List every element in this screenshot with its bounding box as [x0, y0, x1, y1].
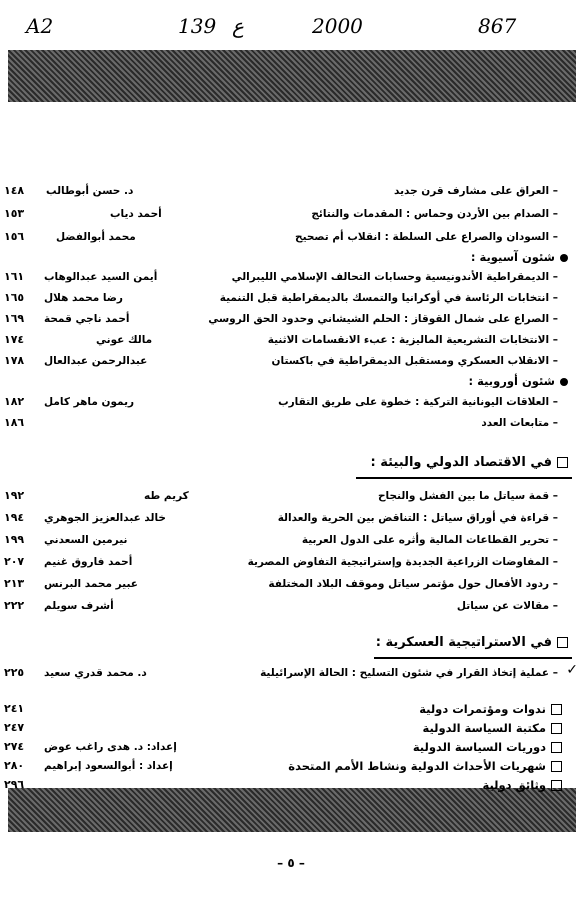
- checkbox-square-icon: [551, 723, 562, 734]
- bullet-icon: [560, 254, 568, 262]
- top-shaded-band: [8, 50, 576, 102]
- entry-title: – السودان والصراع على السلطة : انقلاب أم تصحيح: [295, 231, 558, 243]
- entry-author: مالك عوني: [96, 334, 153, 346]
- entry-title: – الصدام بين الأردن وحماس : المقدمات والنتائج: [311, 208, 558, 220]
- toc-entry: [4, 738, 576, 756]
- entry-title: – تحرير القطاعات المالية وأثره على الدول العربية: [301, 534, 558, 546]
- checkbox-square-icon: [557, 457, 568, 468]
- entry-title: دوريات السياسة الدولية: [413, 738, 562, 756]
- page-number: ٢١٣: [4, 577, 25, 590]
- page-number: ٢٧٤: [4, 740, 25, 753]
- toc-entry: [4, 531, 576, 549]
- page-number: ١٩٢: [4, 489, 25, 502]
- entry-author: أحمد فاروق غنيم: [44, 556, 133, 568]
- page-number: ١٧٨: [4, 354, 25, 367]
- toc-entry: [4, 664, 576, 682]
- page-number: ١٦٩: [4, 312, 25, 325]
- handwritten-annotations: [0, 6, 582, 46]
- hand-note-1: A2: [26, 14, 54, 38]
- page-number: ١٦٥: [4, 291, 25, 304]
- toc-entry: [4, 352, 576, 370]
- page-number: ١٧٤: [4, 333, 25, 346]
- entry-title: – الديمقراطية الأندونيسية وحسابات التحالف الإسلامي الليبرالي: [231, 271, 558, 283]
- page-number: ١٥٣: [4, 207, 25, 220]
- asian-affairs-heading: شئون آسيوية :: [471, 248, 568, 266]
- toc-entry: [4, 331, 576, 349]
- entry-title: – قمة سياتل ما بين الفشل والنجاح: [377, 490, 558, 502]
- toc-entry: [4, 268, 576, 286]
- entry-author: خالد عبدالعزيز الجوهري: [44, 512, 166, 524]
- entry-author: د. محمد قدري سعيد: [44, 667, 147, 679]
- entry-title: – العراق على مشارف قرن جديد: [394, 185, 558, 197]
- entry-author: إعداد: د. هدى راغب عوض: [44, 741, 177, 753]
- entry-author: عبير محمد البرنس: [44, 578, 138, 590]
- toc-entry: [4, 487, 576, 505]
- entry-author: د. حسن أبوطالب: [46, 185, 134, 197]
- hand-note-4: 2000: [312, 14, 363, 38]
- page-number: ٢٤٧: [4, 721, 25, 734]
- toc-entry: [4, 228, 576, 246]
- hand-note-5: 867: [478, 14, 517, 38]
- entry-title: – مقالات عن سياتل: [456, 600, 558, 612]
- bottom-shaded-band: [8, 788, 576, 832]
- toc-entry: [4, 205, 576, 223]
- entry-title: شهريات الأحداث الدولية ونشاط الأمم المتحدة: [288, 757, 562, 775]
- page-number: ٢٠٧: [4, 555, 25, 568]
- entry-author: كريم طه: [144, 490, 189, 502]
- page-number: ١٩٩: [4, 533, 25, 546]
- toc-entry: [4, 700, 576, 718]
- toc-entry: [4, 719, 576, 737]
- entry-title: – ردود الأفعال حول مؤتمر سياتل وموقف البلاد المختلفة: [268, 578, 558, 590]
- entry-title: – الصراع على شمال القوقاز : الحلم الشيشاني وحدود الحق الروسي: [208, 313, 558, 325]
- toc-entry: [4, 553, 576, 571]
- entry-title: – الانتخابات التشريعية الماليزية : عبء الانقسامات الاثنية: [267, 334, 558, 346]
- page-number: ١٥٦: [4, 230, 25, 243]
- hand-note-2: 139: [178, 14, 217, 38]
- toc-entry: [4, 182, 576, 200]
- page-number: ٢٢٥: [4, 666, 25, 679]
- toc-entry: [4, 597, 576, 615]
- entry-author: عبدالرحمن عبدالعال: [44, 355, 148, 367]
- page-number: ١٦١: [4, 270, 25, 283]
- pen-check-mark: ✓: [566, 662, 578, 678]
- checkbox-square-icon: [557, 637, 568, 648]
- toc-entry: [4, 757, 576, 775]
- toc-entry: [4, 575, 576, 593]
- hand-note-3: ع: [232, 14, 244, 38]
- entry-title: ندوات ومؤتمرات دولية: [419, 700, 562, 718]
- entry-title: – قراءة في أوراق سياتل : التناقض بين الحرية والعدالة: [277, 512, 558, 524]
- entry-title: مكتبة السياسة الدولية: [423, 719, 562, 737]
- bullet-icon: [560, 378, 568, 386]
- page-footer-number: – ٥ –: [277, 856, 305, 870]
- entry-author: رضا محمد هلال: [44, 292, 123, 304]
- entry-author: أحمد ناجي قمحة: [44, 313, 130, 325]
- toc-entry: [4, 310, 576, 328]
- entry-title: – الانقلاب العسكري ومستقبل الديمقراطية في باكستان: [271, 355, 558, 367]
- entry-author: أيمن السيد عبدالوهاب: [44, 271, 158, 283]
- entry-title: وثائق دولية: [482, 776, 562, 794]
- entry-title: – عملية إتخاذ القرار في شئون التسليح : الحالة الإسرائيلية: [260, 667, 558, 679]
- entry-author: إعداد : أبوالسعود إبراهيم: [44, 760, 173, 772]
- page-number: ٢٢٢: [4, 599, 25, 612]
- european-affairs-heading: شئون أوروبية :: [469, 372, 568, 390]
- entry-title: – انتخابات الرئاسة في أوكرانيا والتمسك بالديمقراطية قبل التنمية: [219, 292, 558, 304]
- military-strategy-heading: في الاستراتيجية العسكرية :: [376, 632, 568, 654]
- checkbox-square-icon: [551, 742, 562, 753]
- section-underline: [374, 657, 572, 659]
- entry-title: – العلاقات اليونانية التركية : خطوة على طريق التقارب: [278, 396, 558, 408]
- page-number: ٢٤١: [4, 702, 25, 715]
- toc-entry: [4, 414, 576, 432]
- section-underline: [356, 477, 572, 479]
- entry-title: – المفاوضات الزراعية الجديدة وإستراتيجية التفاوض المصرية: [247, 556, 558, 568]
- page-number: ١٩٤: [4, 511, 25, 524]
- entry-author: نيرمين السعدني: [44, 534, 128, 546]
- page-number: ٢٩٦: [4, 778, 25, 791]
- toc-entry: [4, 776, 576, 794]
- checkbox-square-icon: [551, 761, 562, 772]
- page-number: ٢٨٠: [4, 759, 25, 772]
- entry-author: أحمد دياب: [110, 208, 162, 220]
- checkbox-square-icon: [551, 704, 562, 715]
- toc-entry: [4, 509, 576, 527]
- toc-entry: [4, 289, 576, 307]
- entry-author: أشرف سويلم: [44, 600, 114, 612]
- page-number: ١٨٢: [4, 395, 25, 408]
- entry-title: – متابعات العدد: [481, 417, 558, 429]
- page-number: ١٤٨: [4, 184, 25, 197]
- entry-author: محمد أبوالفضل: [56, 231, 136, 243]
- entry-author: ريمون ماهر كامل: [44, 396, 135, 408]
- economy-section-heading: في الاقتصاد الدولي والبيئة :: [371, 452, 568, 474]
- toc-entry: [4, 393, 576, 411]
- checkbox-square-icon: [551, 780, 562, 791]
- page-number: ١٨٦: [4, 416, 25, 429]
